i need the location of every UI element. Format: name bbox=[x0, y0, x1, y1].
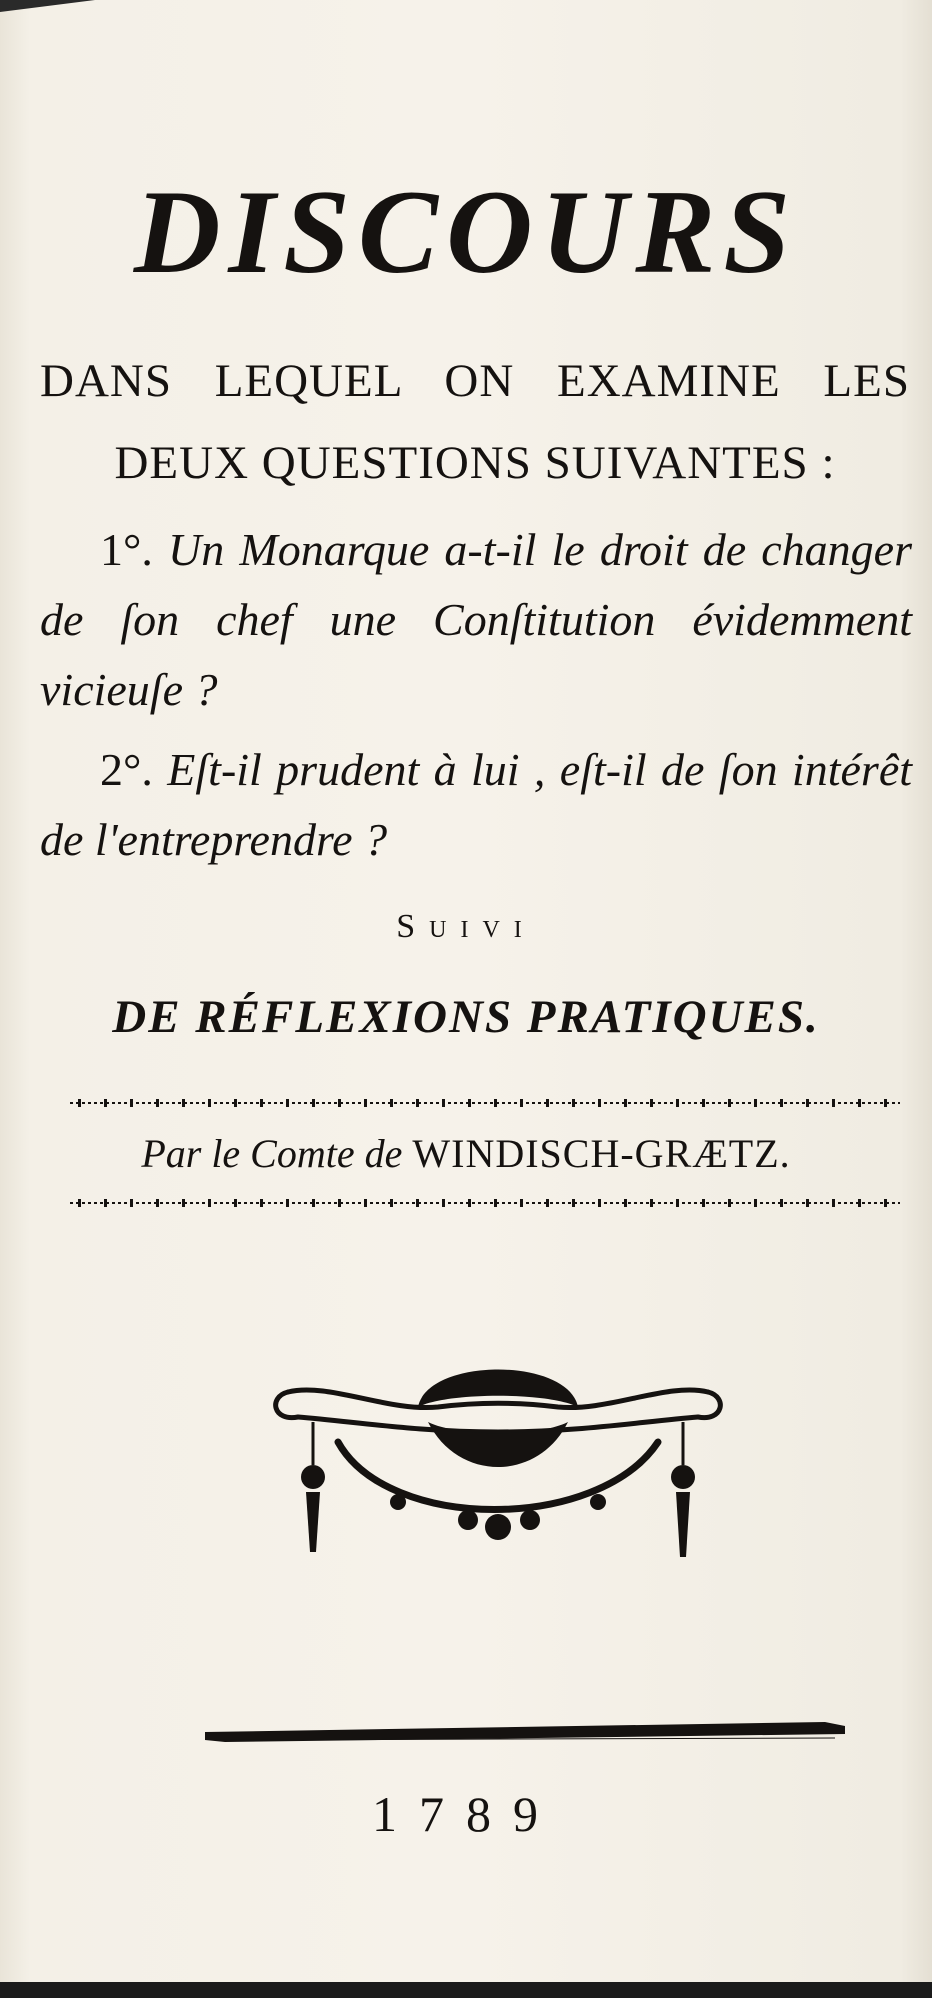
reflexions-subtitle: DE RÉFLEXIONS PRATIQUES. bbox=[112, 991, 820, 1043]
subtitle-line-2: DEUX QUESTIONS SUIVANTES : bbox=[114, 437, 836, 489]
question-1-number: 1°. bbox=[100, 524, 153, 575]
subtitle bbox=[40, 340, 910, 504]
publication-year: 1789 bbox=[372, 1786, 560, 1842]
question-2-text: Eſt-il prudent à lui , eſt-il de ſon intérêt de l'entreprendre ? bbox=[40, 744, 913, 865]
suivi-label: Suivi bbox=[396, 908, 536, 945]
author-name: WINDISCH-GRÆTZ. bbox=[412, 1131, 791, 1176]
author-line bbox=[0, 1130, 932, 1177]
scan-bottom-edge bbox=[0, 1982, 932, 1998]
question-1-text: Un Monarque a-t-il le droit de changer de ſon chef une Conſtitution évidemment vicieuſe ? bbox=[40, 524, 912, 715]
fleuron-dotted-rule-icon bbox=[70, 1098, 900, 1108]
author-prefix: Par le Comte de bbox=[141, 1131, 403, 1176]
question-2-number: 2°. bbox=[100, 744, 153, 795]
scan-corner-shadow bbox=[0, 0, 95, 12]
fleuron-dotted-rule-icon bbox=[70, 1198, 900, 1208]
subtitle-line-1: DANS LEQUEL ON EXAMINE LES bbox=[40, 355, 910, 407]
question-1 bbox=[40, 515, 912, 725]
book-title: DISCOURS bbox=[133, 165, 799, 298]
shell-garland-vignette-icon bbox=[268, 1362, 728, 1602]
thick-rule bbox=[205, 1720, 845, 1744]
question-2 bbox=[40, 735, 912, 875]
